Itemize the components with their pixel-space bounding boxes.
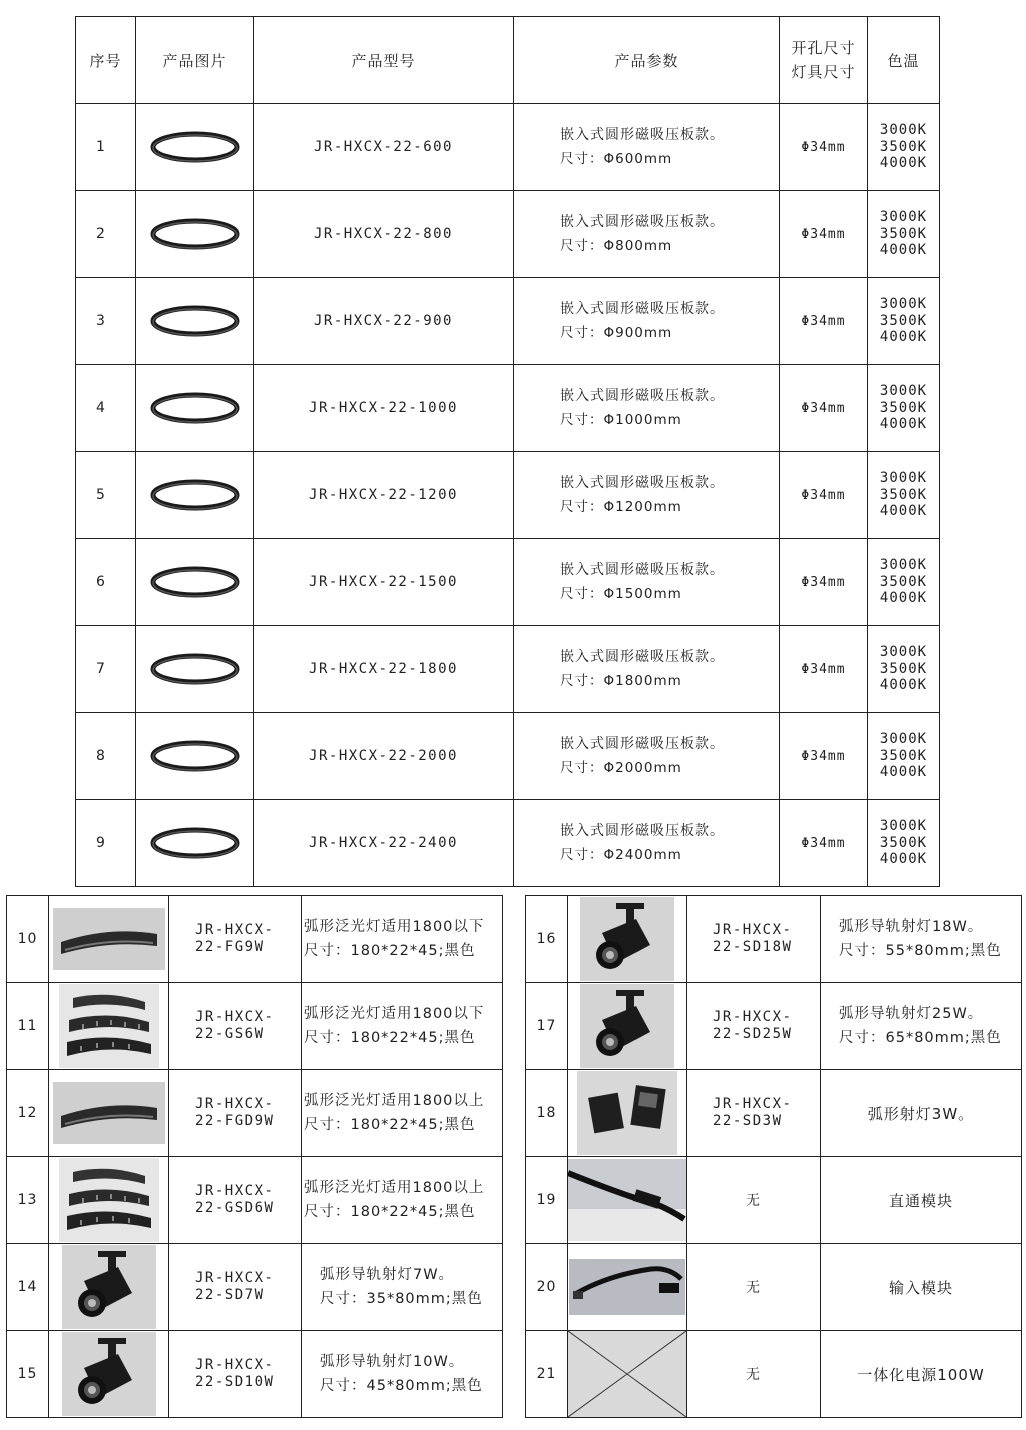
cell-model: JR-HXCX-22-1800 (309, 661, 458, 677)
cell-no: 3 (96, 313, 106, 329)
straight-connector-icon (568, 1159, 686, 1241)
table-row (7, 1157, 503, 1244)
cell-t3: 4000K (879, 764, 928, 781)
row-number (76, 452, 136, 539)
cell-desc: 嵌入式圆形磁吸压板款。 (560, 214, 725, 230)
color-temps (868, 191, 940, 278)
cell-desc: 嵌入式圆形磁吸压板款。 (560, 562, 725, 578)
model-line-2: 22-SD10W (195, 1374, 275, 1390)
product-image (49, 1244, 169, 1331)
cell-size: 尺寸：Φ2400mm (560, 847, 682, 863)
product-image (136, 800, 254, 887)
ring-light-icon (149, 215, 241, 253)
product-model (254, 626, 514, 713)
cell-size: 尺寸：Φ2000mm (560, 760, 682, 776)
cell-model: JR-HXCX-22-2000 (309, 748, 458, 764)
cell-model: JR-HXCX-22-900 (313, 313, 453, 329)
cell-t2: 3500K (879, 747, 928, 764)
header-model: 产品型号 (254, 17, 514, 104)
product-image (49, 896, 169, 983)
hole-size (780, 539, 868, 626)
cell-t1: 3000K (879, 731, 928, 748)
product-image (136, 278, 254, 365)
model-line-2: 22-SD7W (195, 1287, 265, 1303)
params-line-2: 尺寸：65*80mm;黑色 (839, 1030, 1002, 1046)
ring-light-icon (149, 302, 241, 340)
cell-t3: 4000K (879, 242, 928, 259)
hole-size (780, 713, 868, 800)
cell-size: 尺寸：Φ1800mm (560, 673, 682, 689)
product-image (568, 1070, 687, 1157)
product-image (49, 1070, 169, 1157)
hole-size (780, 365, 868, 452)
product-model (169, 1070, 302, 1157)
cell-desc: 嵌入式圆形磁吸压板款。 (560, 388, 725, 404)
params-line-2: 尺寸：45*80mm;黑色 (320, 1378, 483, 1394)
row-number (76, 278, 136, 365)
product-model (254, 800, 514, 887)
cell-t2: 3500K (879, 834, 928, 851)
product-image (136, 539, 254, 626)
table-header-row (76, 17, 940, 104)
table-row (526, 1244, 1022, 1331)
params-line-1: 弧形导轨射灯25W。 (839, 1006, 984, 1022)
product-image (49, 983, 169, 1070)
product-image (49, 1157, 169, 1244)
product-params (514, 539, 780, 626)
cell-no: 9 (96, 835, 106, 851)
product-params: 输入模块 (821, 1244, 1022, 1331)
color-temps (868, 800, 940, 887)
row-number: 18 (526, 1070, 568, 1157)
table-row (7, 1244, 503, 1331)
product-model (169, 896, 302, 983)
product-params: 一体化电源100W (821, 1331, 1022, 1418)
cell-hole: Φ34mm (801, 139, 846, 155)
cell-hole: Φ34mm (801, 400, 846, 416)
product-image (136, 104, 254, 191)
cell-desc: 嵌入式圆形磁吸压板款。 (560, 475, 725, 491)
row-number: 14 (7, 1244, 49, 1331)
cell-t3: 4000K (879, 329, 928, 346)
product-image (136, 191, 254, 278)
cell-model: JR-HXCX-22-1500 (309, 574, 458, 590)
row-number (76, 539, 136, 626)
table-row (7, 1331, 503, 1418)
table-row (76, 539, 940, 626)
params-line-1: 弧形导轨射灯10W。 (320, 1354, 465, 1370)
model-line-1: JR-HXCX- (195, 1096, 275, 1112)
cell-no: 2 (96, 226, 106, 242)
row-number (76, 626, 136, 713)
header-size-line1: 开孔尺寸 (791, 39, 856, 57)
row-number: 13 (7, 1157, 49, 1244)
table-row (526, 896, 1022, 983)
header-image: 产品图片 (136, 17, 254, 104)
small-spotlight-icon (577, 1071, 677, 1155)
row-number: 12 (7, 1070, 49, 1157)
cell-no: 1 (96, 139, 106, 155)
product-image (136, 452, 254, 539)
header-params: 产品参数 (514, 17, 780, 104)
ring-light-icon (149, 650, 241, 688)
cell-t3: 4000K (879, 503, 928, 520)
model-line-1: JR-HXCX- (195, 922, 275, 938)
cell-desc: 嵌入式圆形磁吸压板款。 (560, 649, 725, 665)
cell-no: 7 (96, 661, 106, 677)
curved-flood-light-icon (53, 908, 165, 970)
hole-size (780, 452, 868, 539)
product-model (254, 539, 514, 626)
cell-desc: 嵌入式圆形磁吸压板款。 (560, 823, 725, 839)
table-row (7, 1070, 503, 1157)
cell-size: 尺寸：Φ1200mm (560, 499, 682, 515)
cell-model: JR-HXCX-22-800 (313, 226, 453, 242)
params-line-1: 弧形泛光灯适用1800以下 (304, 1006, 485, 1022)
product-params (302, 983, 503, 1070)
model-line-1: JR-HXCX- (713, 1009, 793, 1025)
product-params (302, 1070, 503, 1157)
params-line-2: 尺寸：180*22*45;黑色 (304, 1030, 476, 1046)
product-image (568, 896, 687, 983)
product-params (514, 713, 780, 800)
row-number: 19 (526, 1157, 568, 1244)
cell-t3: 4000K (879, 590, 928, 607)
product-params (302, 1244, 503, 1331)
cell-t2: 3500K (879, 660, 928, 677)
track-spotlight-icon (62, 1245, 156, 1329)
table-row (526, 1070, 1022, 1157)
table-row (76, 626, 940, 713)
model-line-1: JR-HXCX- (713, 1096, 793, 1112)
ring-light-icon (149, 737, 241, 775)
color-temps (868, 452, 940, 539)
row-number: 21 (526, 1331, 568, 1418)
table-row (7, 896, 503, 983)
cell-size: 尺寸：Φ1000mm (560, 412, 682, 428)
cell-t3: 4000K (879, 155, 928, 172)
product-params (514, 104, 780, 191)
product-model (687, 896, 821, 983)
ring-light-table (75, 16, 940, 887)
product-model: 无 (687, 1244, 821, 1331)
cell-t1: 3000K (879, 209, 928, 226)
row-number: 17 (526, 983, 568, 1070)
product-params (514, 800, 780, 887)
product-params (514, 278, 780, 365)
params-line-1: 弧形泛光灯适用1800以上 (304, 1093, 485, 1109)
table-row (7, 983, 503, 1070)
model-line-2: 22-GS6W (195, 1026, 265, 1042)
hole-size (780, 191, 868, 278)
product-params: 直通模块 (821, 1157, 1022, 1244)
cell-t2: 3500K (879, 138, 928, 155)
params-line-2: 尺寸：35*80mm;黑色 (320, 1291, 483, 1307)
product-model (254, 191, 514, 278)
cell-t2: 3500K (879, 573, 928, 590)
ring-light-icon (149, 476, 241, 514)
cell-t2: 3500K (879, 399, 928, 416)
cell-t1: 3000K (879, 557, 928, 574)
ring-light-icon (149, 389, 241, 427)
product-params: 弧形射灯3W。 (821, 1070, 1022, 1157)
cell-t3: 4000K (879, 851, 928, 868)
row-number: 11 (7, 983, 49, 1070)
cell-no: 4 (96, 400, 106, 416)
cell-model: JR-HXCX-22-1200 (309, 487, 458, 503)
product-params (302, 896, 503, 983)
product-image (136, 626, 254, 713)
color-temps (868, 626, 940, 713)
cell-model: JR-HXCX-22-600 (313, 139, 453, 155)
product-image (136, 365, 254, 452)
cell-hole: Φ34mm (801, 835, 846, 851)
params-line-1: 弧形泛光灯适用1800以上 (304, 1180, 485, 1196)
cell-desc: 嵌入式圆形磁吸压板款。 (560, 736, 725, 752)
model-line-1: JR-HXCX- (195, 1183, 275, 1199)
product-image (568, 1157, 687, 1244)
cell-t3: 4000K (879, 416, 928, 433)
row-number: 10 (7, 896, 49, 983)
params-line-1: 弧形导轨射灯7W。 (320, 1267, 455, 1283)
track-spotlight-icon (62, 1332, 156, 1416)
cell-t2: 3500K (879, 225, 928, 242)
model-line-1: JR-HXCX- (195, 1357, 275, 1373)
row-number (76, 365, 136, 452)
cell-size: 尺寸：Φ600mm (560, 151, 673, 167)
row-number (76, 713, 136, 800)
params-line-2: 尺寸：180*22*45;黑色 (304, 1117, 476, 1133)
row-number (76, 191, 136, 278)
cell-t3: 4000K (879, 677, 928, 694)
track-spotlight-icon (580, 897, 674, 981)
input-module-icon (569, 1259, 685, 1315)
product-image (568, 1331, 687, 1418)
product-model (169, 1157, 302, 1244)
table-row (76, 800, 940, 887)
no-image-cross-icon (568, 1331, 686, 1417)
model-line-2: 22-SD18W (713, 939, 793, 955)
product-image (568, 983, 687, 1070)
product-image (136, 713, 254, 800)
product-params (821, 983, 1022, 1070)
model-line-1: JR-HXCX- (195, 1270, 275, 1286)
cell-size: 尺寸：Φ900mm (560, 325, 673, 341)
table-row (76, 365, 940, 452)
header-no: 序号 (76, 17, 136, 104)
product-params (514, 626, 780, 713)
header-size (780, 17, 868, 104)
header-size-line2: 灯具尺寸 (791, 63, 856, 81)
hole-size (780, 278, 868, 365)
row-number (76, 104, 136, 191)
model-line-2: 22-FGD9W (195, 1113, 275, 1129)
cell-model: JR-HXCX-22-1000 (309, 400, 458, 416)
cell-desc: 嵌入式圆形磁吸压板款。 (560, 301, 725, 317)
cell-t2: 3500K (879, 312, 928, 329)
cell-t1: 3000K (879, 296, 928, 313)
params-line-1: 弧形泛光灯适用1800以下 (304, 919, 485, 935)
product-model (687, 1070, 821, 1157)
product-image (568, 1244, 687, 1331)
accessory-table-right (525, 895, 1022, 1418)
product-model (169, 983, 302, 1070)
product-model: 无 (687, 1331, 821, 1418)
color-temps (868, 278, 940, 365)
color-temps (868, 365, 940, 452)
accessory-table-left (6, 895, 503, 1418)
model-line-2: 22-SD25W (713, 1026, 793, 1042)
color-temps (868, 539, 940, 626)
ring-light-icon (149, 128, 241, 166)
hole-size (780, 626, 868, 713)
product-params (302, 1331, 503, 1418)
row-number: 16 (526, 896, 568, 983)
table-row (526, 983, 1022, 1070)
cell-hole: Φ34mm (801, 748, 846, 764)
model-line-2: 22-FG9W (195, 939, 265, 955)
product-model (687, 983, 821, 1070)
product-model (254, 278, 514, 365)
curved-flood-light-icon (53, 1082, 165, 1144)
cell-t1: 3000K (879, 122, 928, 139)
table-row (76, 278, 940, 365)
product-model (254, 104, 514, 191)
table-row (76, 104, 940, 191)
ring-light-icon (149, 563, 241, 601)
product-model (254, 452, 514, 539)
cell-hole: Φ34mm (801, 313, 846, 329)
cell-t1: 3000K (879, 383, 928, 400)
cell-t2: 3500K (879, 486, 928, 503)
cell-no: 5 (96, 487, 106, 503)
product-model (254, 713, 514, 800)
product-model (254, 365, 514, 452)
model-line-1: JR-HXCX- (195, 1009, 275, 1025)
product-model (169, 1331, 302, 1418)
params-line-1: 弧形导轨射灯18W。 (839, 919, 984, 935)
cell-t1: 3000K (879, 470, 928, 487)
cell-desc: 嵌入式圆形磁吸压板款。 (560, 127, 725, 143)
product-params (514, 365, 780, 452)
model-line-2: 22-SD3W (713, 1113, 783, 1129)
table-row (526, 1157, 1022, 1244)
row-number: 20 (526, 1244, 568, 1331)
params-line-2: 尺寸：55*80mm;黑色 (839, 943, 1002, 959)
cell-hole: Φ34mm (801, 661, 846, 677)
product-params (514, 452, 780, 539)
curved-grille-light-icon (59, 1158, 159, 1242)
hole-size (780, 104, 868, 191)
product-image (49, 1331, 169, 1418)
cell-t1: 3000K (879, 644, 928, 661)
table-row (526, 1331, 1022, 1418)
ring-light-icon (149, 824, 241, 862)
cell-hole: Φ34mm (801, 487, 846, 503)
model-line-1: JR-HXCX- (713, 922, 793, 938)
product-params (514, 191, 780, 278)
header-temp: 色温 (868, 17, 940, 104)
table-row (76, 452, 940, 539)
cell-hole: Φ34mm (801, 574, 846, 590)
params-line-2: 尺寸：180*22*45;黑色 (304, 1204, 476, 1220)
row-number (76, 800, 136, 887)
row-number: 15 (7, 1331, 49, 1418)
hole-size (780, 800, 868, 887)
curved-grille-light-icon (59, 984, 159, 1068)
color-temps (868, 104, 940, 191)
product-params (302, 1157, 503, 1244)
product-model: 无 (687, 1157, 821, 1244)
table-row (76, 191, 940, 278)
color-temps (868, 713, 940, 800)
model-line-2: 22-GSD6W (195, 1200, 275, 1216)
product-params (821, 896, 1022, 983)
cell-t1: 3000K (879, 818, 928, 835)
cell-no: 8 (96, 748, 106, 764)
track-spotlight-icon (580, 984, 674, 1068)
params-line-2: 尺寸：180*22*45;黑色 (304, 943, 476, 959)
cell-hole: Φ34mm (801, 226, 846, 242)
cell-no: 6 (96, 574, 106, 590)
cell-model: JR-HXCX-22-2400 (309, 835, 458, 851)
cell-size: 尺寸：Φ800mm (560, 238, 673, 254)
table-row (76, 713, 940, 800)
cell-size: 尺寸：Φ1500mm (560, 586, 682, 602)
product-model (169, 1244, 302, 1331)
